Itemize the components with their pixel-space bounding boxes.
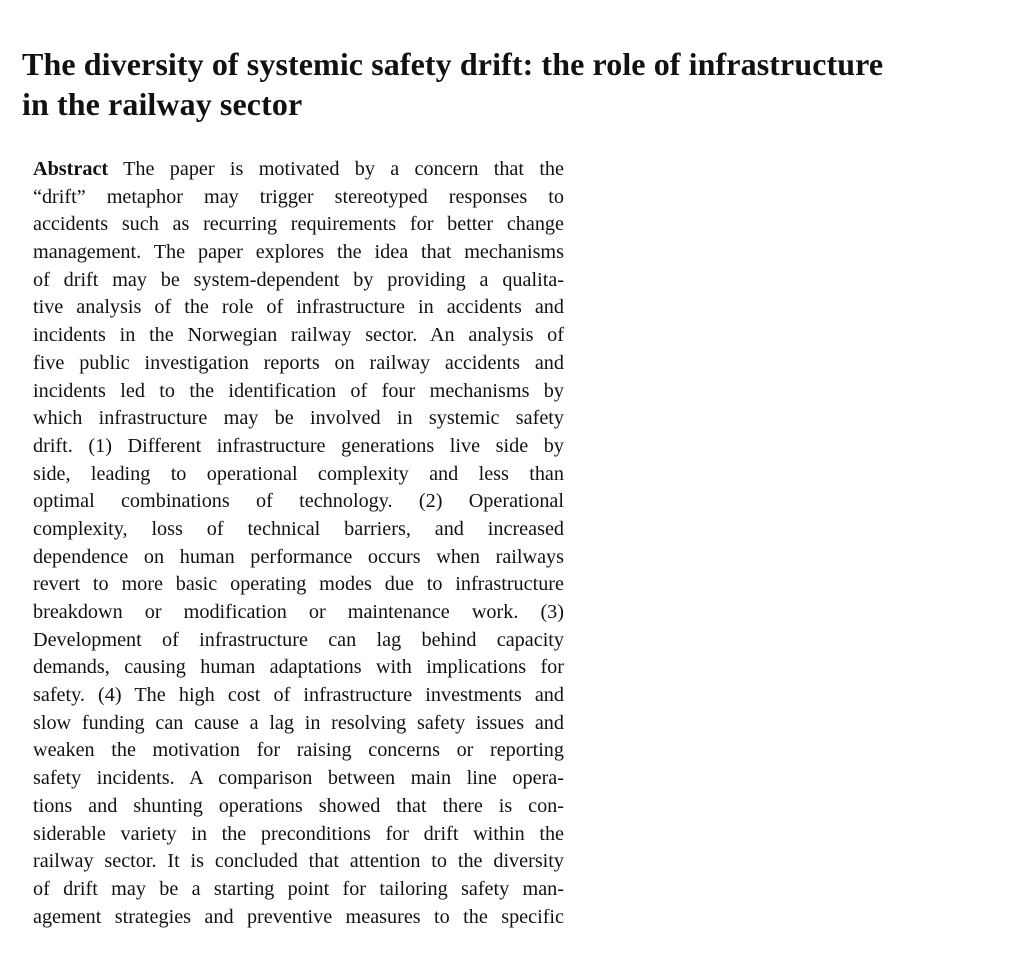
abstract-line: incidents in the Norwegian railway sector. An analysis of: [33, 324, 564, 347]
abstract-line: drift. (1) Different infrastructure generations live side by: [33, 434, 564, 457]
abstract-line: revert to more basic operating modes due to infrastructure: [33, 573, 564, 596]
abstract-line: [33, 156, 564, 184]
abstract-line: tive analysis of the role of infrastructure in accidents and: [33, 296, 564, 319]
abstract-text: The paper is motivated by a concern that the: [123, 158, 564, 180]
title-line: in the railway sector: [22, 86, 303, 122]
abstract-body: [33, 156, 564, 931]
abstract-line: of drift may be a starting point for tailoring safety man-: [33, 877, 564, 900]
abstract-line: “drift” metaphor may trigger stereotyped responses to: [33, 185, 564, 208]
abstract-line: optimal combinations of technology. (2) Operational: [33, 490, 564, 513]
abstract-line: siderable variety in the preconditions for drift within the: [33, 822, 564, 845]
abstract-line: dependence on human performance occurs when railways: [33, 545, 564, 568]
abstract-line: complexity, loss of technical barriers, and increased: [33, 517, 564, 540]
abstract-line: agement strategies and preventive measures to the specific: [33, 905, 564, 928]
abstract-line: tions and shunting operations showed that there is con-: [33, 794, 564, 817]
abstract-line: railway sector. It is concluded that attention to the diversity: [33, 850, 564, 873]
abstract-line: weaken the motivation for raising concerns or reporting: [33, 739, 564, 762]
abstract-line: safety. (4) The high cost of infrastructure investments and: [33, 684, 564, 707]
abstract-line: breakdown or modification or maintenance work. (3): [33, 601, 564, 623]
title-line: The diversity of systemic safety drift: the role of infrastructure: [22, 46, 884, 82]
abstract-line: demands, causing human adaptations with implications for: [33, 656, 564, 679]
abstract-line: safety incidents. A comparison between main line opera-: [33, 767, 564, 790]
abstract-line: management. The paper explores the idea that mechanisms: [33, 241, 564, 264]
abstract-line: which infrastructure may be involved in systemic safety: [33, 407, 564, 430]
abstract-line: side, leading to operational complexity and less than: [33, 462, 564, 485]
abstract-line: five public investigation reports on railway accidents and: [33, 351, 564, 374]
abstract-line: of drift may be system-dependent by providing a qualita-: [33, 268, 564, 291]
abstract-label: Abstract: [33, 158, 109, 180]
abstract-line: slow funding can cause a lag in resolving safety issues and: [33, 711, 564, 734]
abstract-line: incidents led to the identification of four mechanisms by: [33, 379, 564, 402]
abstract-line: accidents such as recurring requirements for better change: [33, 213, 564, 236]
paper-title: [22, 44, 1012, 124]
abstract-line: Development of infrastructure can lag behind capacity: [33, 628, 564, 651]
